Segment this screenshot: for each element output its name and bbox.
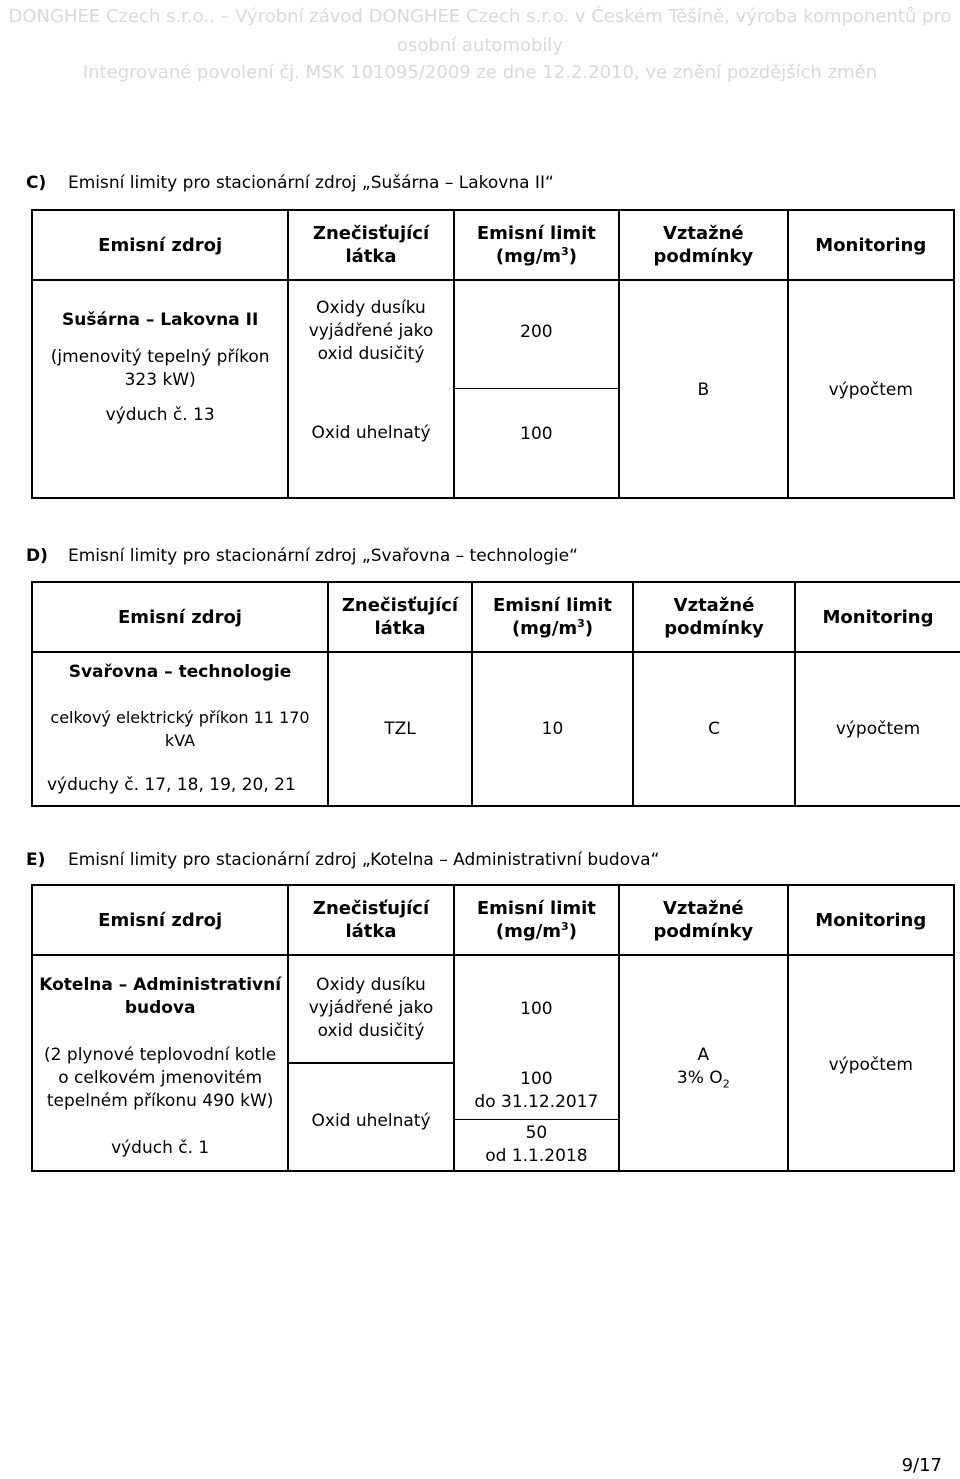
monitoring-cell: výpočtem — [795, 652, 960, 806]
section-c-table — [31, 209, 955, 499]
pollutant-cell: Oxidy dusíku vyjádřené jako oxid dusičitý — [288, 955, 453, 1063]
table-row — [32, 955, 954, 1063]
pollutant-cell: Oxidy dusíku vyjádřené jako oxid dusičitý — [288, 280, 453, 388]
section-c-title — [26, 173, 554, 193]
source-detail: (2 plynové teplovodní kotle o celkovém jmenovitém tepelném příkonu 490 kW) — [44, 1045, 277, 1111]
section-d-title-text: Emisní limity pro stacionární zdroj „Svařovna – technologie“ — [68, 546, 578, 566]
monitoring-cell: výpočtem — [788, 955, 954, 1171]
pollutant-cell: TZL — [328, 652, 472, 806]
col-limit: Emisní limit $(mg/m^3)$ — [454, 210, 619, 280]
limit-date: do 31.12.2017 — [474, 1091, 599, 1112]
table-header-row — [32, 582, 960, 652]
table-row — [32, 280, 954, 388]
source-detail: (jmenovitý tepelný příkon 323 kW) — [50, 347, 270, 390]
conditions-o2: 3% $O_2$ — [676, 1068, 730, 1091]
source-name: Sušárna – Lakovna II — [62, 310, 259, 330]
col-pollutant: Znečisťující látka — [328, 582, 472, 652]
table-header-row — [32, 885, 954, 955]
source-name: Svařovna – technologie — [68, 662, 292, 682]
section-e-title-text: Emisní limity pro stacionární zdroj „Kotelna – Administrativní budova“ — [68, 850, 660, 870]
col-source: Emisní zdroj — [32, 210, 288, 280]
source-cell — [32, 955, 288, 1171]
table-row — [32, 652, 960, 806]
limit-cell: 10 — [472, 652, 633, 806]
col-monitoring: Monitoring — [788, 885, 954, 955]
header-line-3: Integrované povolení čj. MSK 101095/2009 ze dne 12.2.2010, ve znění pozdějších změn — [82, 62, 878, 83]
col-conditions: Vztažné podmínky — [633, 582, 795, 652]
section-c-letter: C) — [26, 173, 47, 193]
section-d-title — [26, 546, 578, 566]
pollutant-cell: Oxid uhelnatý — [288, 388, 453, 498]
source-name: Kotelna – Administrativní budova — [39, 975, 282, 1018]
conditions-cell: C — [633, 652, 795, 806]
conditions-letter: A — [697, 1045, 710, 1065]
conditions-cell: B — [619, 280, 787, 498]
limit-date: od 1.1.2018 — [485, 1145, 588, 1166]
col-source: Emisní zdroj — [32, 582, 328, 652]
section-c-title-text: Emisní limity pro stacionární zdroj „Sušárna – Lakovna II“ — [68, 173, 554, 193]
source-outlet: výduchy č. 17, 18, 19, 20, 21 — [47, 775, 296, 795]
limit-cell — [454, 1119, 619, 1171]
limit-cell: 100 — [454, 955, 619, 1063]
col-pollutant: Znečisťující látka — [288, 885, 453, 955]
source-cell — [32, 652, 328, 806]
limit-cell — [454, 1063, 619, 1119]
col-pollutant: Znečisťující látka — [288, 210, 453, 280]
header-line-1: DONGHEE Czech s.r.o.. – Výrobní závod DONGHEE Czech s.r.o. v Českém Těšíně, výroba komponentů pro — [8, 6, 952, 27]
limit-cell: 100 — [454, 388, 619, 498]
limit-value: 50 — [525, 1122, 548, 1143]
section-e-table — [31, 884, 955, 1172]
source-outlet: výduch č. 1 — [111, 1138, 210, 1158]
col-monitoring: Monitoring — [788, 210, 954, 280]
source-cell — [32, 280, 288, 498]
col-conditions: Vztažné podmínky — [619, 885, 787, 955]
limit-cell: 200 — [454, 280, 619, 388]
source-outlet: výduch č. 13 — [105, 405, 215, 425]
section-e-letter: E) — [26, 850, 46, 870]
col-conditions: Vztažné podmínky — [619, 210, 787, 280]
col-monitoring: Monitoring — [795, 582, 960, 652]
section-d-letter: D) — [26, 546, 48, 566]
monitoring-cell: výpočtem — [788, 280, 954, 498]
source-detail: celkový elektrický příkon 11 170 kVA — [50, 708, 310, 750]
limit-value: 100 — [520, 1068, 553, 1089]
conditions-cell — [619, 955, 787, 1171]
header-line-2: osobní automobily — [396, 35, 564, 56]
col-limit: Emisní limit $(mg/m^3)$ — [472, 582, 633, 652]
col-limit: Emisní limit $(mg/m^3)$ — [454, 885, 619, 955]
pollutant-cell: Oxid uhelnatý — [288, 1063, 453, 1171]
section-e-title — [26, 850, 659, 870]
table-header-row — [32, 210, 954, 280]
col-source: Emisní zdroj — [32, 885, 288, 955]
page-number: 9/17 — [901, 1455, 942, 1476]
section-d-table — [31, 581, 960, 807]
